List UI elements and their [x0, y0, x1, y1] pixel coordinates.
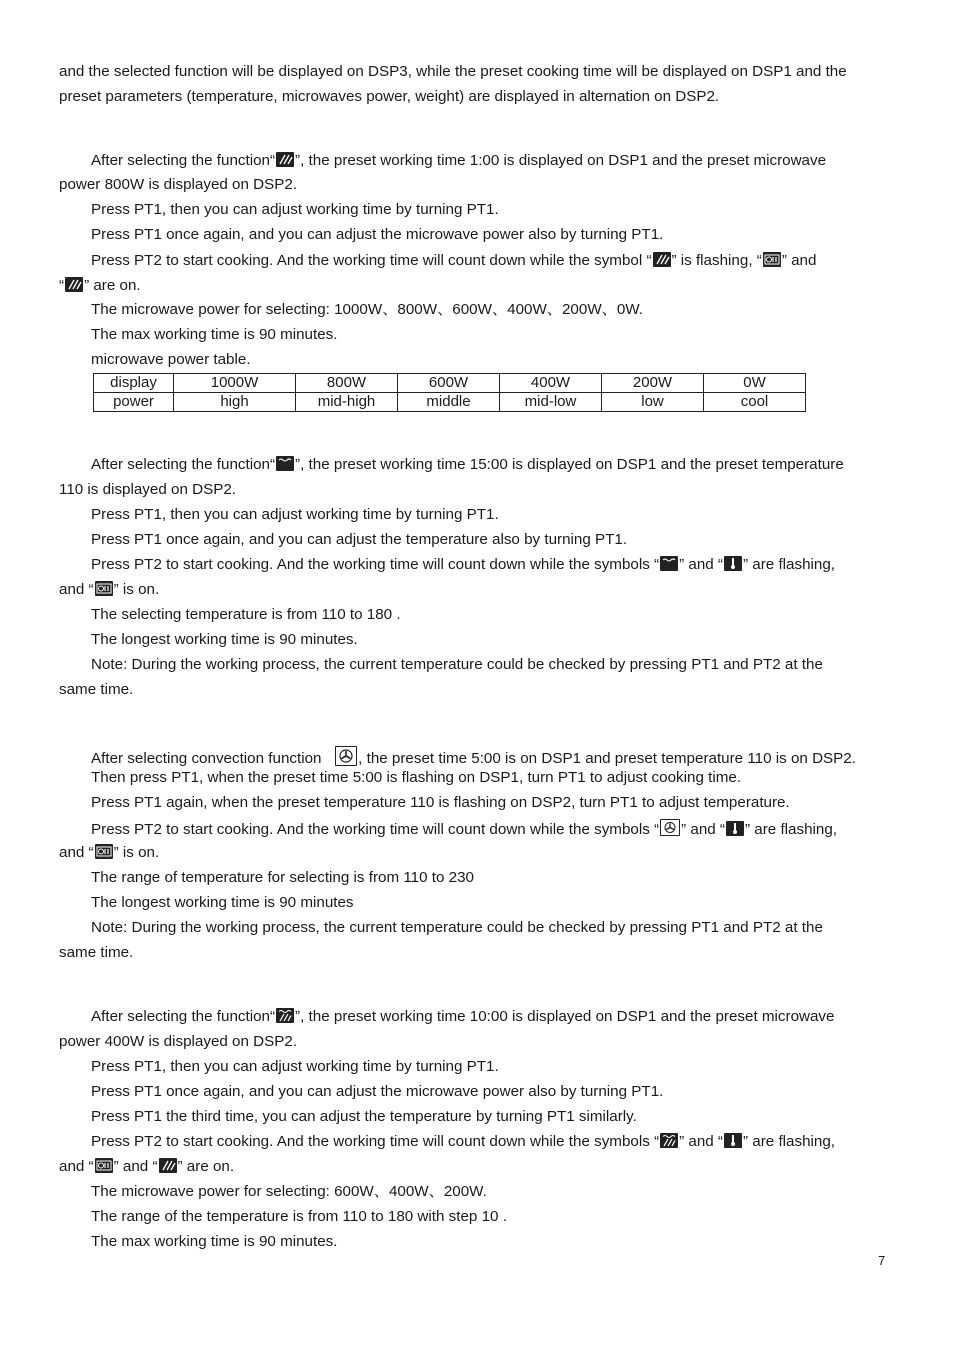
- microwave-power-table: [93, 373, 806, 412]
- table-cell: middle: [398, 393, 500, 412]
- table-cell: 800W: [296, 374, 398, 393]
- s2-para-6: The longest working time is 90 minutes.: [91, 631, 358, 648]
- text: ” is on.: [113, 844, 160, 861]
- text: ” are on.: [84, 277, 141, 294]
- table-row: [94, 393, 806, 412]
- s3-para-7: Note: During the working process, the current temperature could be checked by pressing PT1 and PT2 at the: [91, 919, 823, 936]
- clock-timer-icon: [95, 1158, 113, 1173]
- s3-para-2: Then press PT1, when the preset time 5:00 is flashing on DSP1, turn PT1 to adjust cooking time.: [91, 769, 742, 786]
- table-row: [94, 374, 806, 393]
- text: After selecting the function“: [91, 152, 276, 169]
- s4-para-8: The max working time is 90 minutes.: [91, 1233, 338, 1250]
- s3-para-8: same time.: [59, 944, 134, 961]
- text: ” and “: [679, 556, 723, 573]
- text: Press PT2 to start cooking. And the working time will count down while the symbols “: [91, 556, 660, 573]
- s2-para-7: Note: During the working process, the current temperature could be checked by pressing PT1 and PT2 at the: [91, 656, 823, 673]
- s3-para-6: The longest working time is 90 minutes: [91, 894, 354, 911]
- text: and “: [59, 844, 94, 861]
- s4-para-5-cont: [59, 1158, 234, 1176]
- s1-para-1-cont: power 800W is displayed on DSP2.: [59, 176, 298, 193]
- s2-para-4: [91, 556, 835, 574]
- s1-para-1: [91, 152, 826, 170]
- table-cell: 0W: [704, 374, 806, 393]
- microwave-waves-icon: [653, 252, 671, 267]
- text: ” are flashing,: [743, 556, 836, 573]
- table-cell: mid-low: [500, 393, 602, 412]
- s4-para-2: Press PT1, then you can adjust working time by turning PT1.: [91, 1058, 499, 1075]
- table-cell: mid-high: [296, 393, 398, 412]
- intro-line-1: and the selected function will be displayed on DSP3, while the preset cooking time will be displayed on DSP1 and the: [59, 63, 847, 80]
- text: Press PT2 to start cooking. And the working time will count down while the symbol “: [91, 252, 652, 269]
- text: After selecting the function“: [91, 1008, 276, 1025]
- s1-para-3: Press PT1 once again, and you can adjust the microwave power also by turning PT1.: [91, 226, 664, 243]
- text: After selecting convection function: [91, 750, 322, 767]
- s1-para-5: The microwave power for selecting: 1000W、800W、600W、400W、200W、0W.: [91, 301, 644, 318]
- grill-icon: [660, 556, 678, 571]
- convection-fan-icon: [335, 746, 357, 766]
- text: and “: [59, 1158, 94, 1175]
- table-cell: display: [94, 374, 174, 393]
- text: and “: [59, 581, 94, 598]
- s2-para-5: The selecting temperature is from 110 to 180 .: [91, 606, 401, 623]
- text: Press PT2 to start cooking. And the working time will count down while the symbols “: [91, 821, 660, 838]
- text: ” are flashing,: [743, 1133, 836, 1150]
- s2-para-2: Press PT1, then you can adjust working time by turning PT1.: [91, 506, 499, 523]
- thermometer-icon: [724, 1133, 742, 1148]
- s1-para-7: microwave power table.: [91, 351, 251, 368]
- intro-line-2: preset parameters (temperature, microwaves power, weight) are displayed in alternation on DSP2.: [59, 88, 720, 105]
- text: ” is flashing, “: [671, 252, 762, 269]
- text: ” are flashing,: [745, 821, 838, 838]
- text: After selecting the function“: [91, 456, 276, 473]
- thermometer-icon: [724, 556, 742, 571]
- clock-timer-icon: [763, 252, 781, 267]
- s4-para-1-cont: power 400W is displayed on DSP2.: [59, 1033, 298, 1050]
- microwave-waves-icon: [276, 152, 294, 167]
- s3-para-5: The range of temperature for selecting is from 110 to 230: [91, 869, 474, 886]
- table-cell: high: [174, 393, 296, 412]
- clock-timer-icon: [95, 844, 113, 859]
- microwave-waves-icon: [159, 1158, 177, 1173]
- convection-fan-icon: [660, 819, 680, 836]
- s3-para-3: Press PT1 again, when the preset temperature 110 is flashing on DSP2, turn PT1 to adjust temperature.: [91, 794, 790, 811]
- table-cell: low: [602, 393, 704, 412]
- s4-para-7: The range of the temperature is from 110 to 180 with step 10 .: [91, 1208, 507, 1225]
- text: ”, the preset working time 10:00 is displayed on DSP1 and the preset microwave: [295, 1008, 835, 1025]
- microwave-waves-icon: [65, 277, 83, 292]
- s2-para-1: [91, 456, 844, 474]
- s3-para-1: [91, 746, 856, 768]
- text: Press PT2 to start cooking. And the working time will count down while the symbols “: [91, 1133, 660, 1150]
- text: ” and “: [679, 1133, 723, 1150]
- s1-para-4-cont: [59, 277, 141, 295]
- text: ” and “: [113, 1158, 158, 1175]
- s1-para-4: [91, 252, 816, 270]
- s4-para-6: The microwave power for selecting: 600W、400W、200W.: [91, 1183, 487, 1200]
- s4-para-5: [91, 1133, 835, 1151]
- text: , the preset time 5:00 is on DSP1 and preset temperature 110 is on DSP2.: [358, 750, 856, 767]
- text: ”, the preset working time 15:00 is displayed on DSP1 and the preset temperature: [295, 456, 844, 473]
- s4-para-1: [91, 1008, 834, 1026]
- s4-para-4: Press PT1 the third time, you can adjust the temperature by turning PT1 similarly.: [91, 1108, 637, 1125]
- s1-para-6: The max working time is 90 minutes.: [91, 326, 338, 343]
- s3-para-4-cont: [59, 844, 159, 862]
- s2-para-3: Press PT1 once again, and you can adjust the temperature also by turning PT1.: [91, 531, 628, 548]
- table-cell: cool: [704, 393, 806, 412]
- s2-para-4-cont: [59, 581, 159, 599]
- table-cell: 600W: [398, 374, 500, 393]
- text: ” is on.: [113, 581, 160, 598]
- text: “: [59, 277, 65, 294]
- text: ” are on.: [177, 1158, 235, 1175]
- text: ” and: [781, 252, 817, 269]
- s4-para-3: Press PT1 once again, and you can adjust the microwave power also by turning PT1.: [91, 1083, 664, 1100]
- s2-para-8: same time.: [59, 681, 134, 698]
- clock-timer-icon: [95, 581, 113, 596]
- combination-icon: [276, 1008, 294, 1023]
- grill-icon: [276, 456, 294, 471]
- s3-para-4: [91, 819, 837, 839]
- thermometer-icon: [726, 821, 744, 836]
- table-cell: 200W: [602, 374, 704, 393]
- text: ”, the preset working time 1:00 is displayed on DSP1 and the preset microwave: [295, 152, 827, 169]
- table-cell: power: [94, 393, 174, 412]
- page-number: 7: [878, 1253, 886, 1268]
- s1-para-2: Press PT1, then you can adjust working time by turning PT1.: [91, 201, 499, 218]
- text: ” and “: [681, 821, 725, 838]
- table-cell: 400W: [500, 374, 602, 393]
- s2-para-1-cont: 110 is displayed on DSP2.: [59, 481, 237, 498]
- combination-icon: [660, 1133, 678, 1148]
- table-cell: 1000W: [174, 374, 296, 393]
